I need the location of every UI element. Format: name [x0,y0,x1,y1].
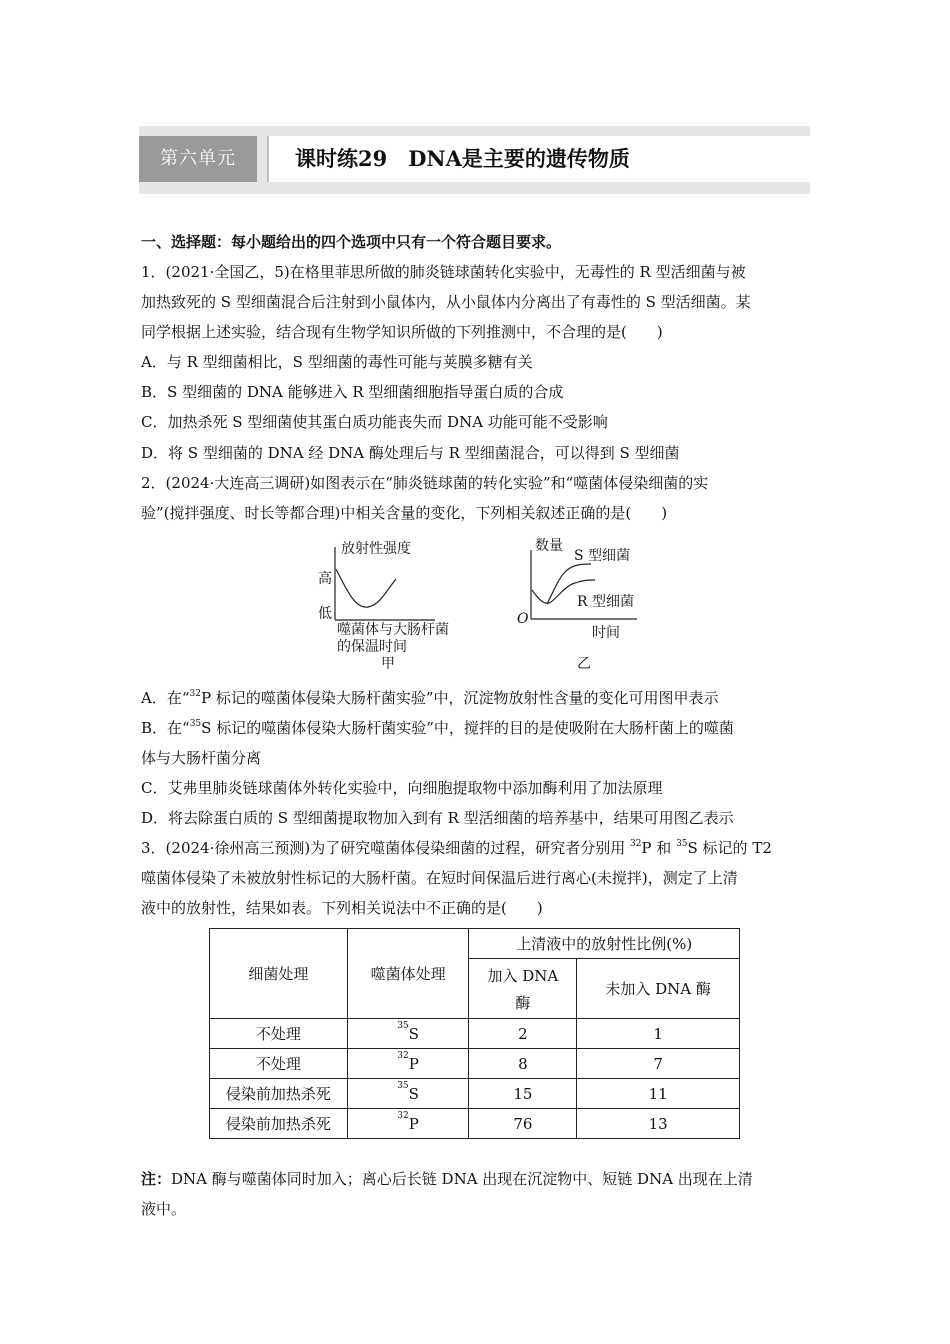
yi-caption: 乙 [577,656,591,672]
q2-option-c: C．艾弗里肺炎链球菌体外转化实验中，向细胞提取物中添加酶利用了加法原理 [141,779,663,797]
q2-stem-line-2: 验”(搅拌强度、时长等都合理)中相关含量的变化，下列相关叙述正确的是( ) [141,504,668,522]
q1-option-c: C．加热杀死 S 型细菌使其蛋白质功能丧失而 DNA 功能可能不受影响 [141,413,608,431]
yi-y-label: 数量 [535,538,563,554]
q2-option-a: A．在“$^{32}$P 标记的噬菌体侵染大肠杆菌实验”中，沉淀物放射性含量的变化可用图甲表示 [141,689,719,707]
header-without-dnase: 未加入 DNA 酶 [577,959,740,1019]
table-note-line-2: 液中。 [141,1200,187,1218]
lesson-banner [139,126,810,194]
q1-option-a: A．与 R 型细菌相比，S 型细菌的毒性可能与荚膜多糖有关 [141,353,533,371]
q2-option-b-cont: 体与大肠杆菌分离 [141,749,262,767]
jia-caption: 甲 [381,656,395,672]
q1-stem-line-1: 1．(2021·全国乙，5)在格里菲思所做的肺炎链球菌转化实验中，无毒性的 R 型活细菌与被 [141,263,746,281]
table-note-line-1: 注：DNA 酶与噬菌体同时加入；离心后长链 DNA 出现在沉淀物中、短链 DNA 出现在上清 [141,1170,753,1188]
table-row: 侵染前加热杀死 $^{32}$P 76 13 [210,1109,740,1139]
results-table [209,928,740,1139]
header-phage-treatment: 噬菌体处理 [347,929,469,1019]
q1-stem-line-2: 加热致死的 S 型细菌混合后注射到小鼠体内，从小鼠体内分离出了有毒性的 S 型活细菌。某 [141,293,751,311]
yi-r-curve-label: R 型细菌 [577,594,634,610]
table-row: 不处理 $^{32}$P 8 7 [210,1049,740,1079]
unit-label: 第六单元 [139,136,257,182]
q1-option-d: D．将 S 型细菌的 DNA 经 DNA 酶处理后与 R 型细菌混合，可以得到 S 型细菌 [141,444,680,462]
header-with-dnase: 加入 DNA 酶 [469,959,577,1019]
q2-option-d: D．将去除蛋白质的 S 型细菌提取物加入到有 R 型活细菌的培养基中，结果可用图乙表示 [141,809,734,827]
section-heading: 一、选择题：每小题给出的四个选项中只有一个符合题目要求。 [141,233,562,251]
table-row: 侵染前加热杀死 $^{35}$S 15 11 [210,1079,740,1109]
yi-s-curve-label: S 型细菌 [574,548,631,564]
q2-stem-line-1: 2．(2024·大连高三调研)如图表示在“肺炎链球菌的转化实验”和“噬菌体侵染细菌的实 [141,474,709,492]
q2-option-b: B．在“$^{35}$S 标记的噬菌体侵染大肠杆菌实验”中，搅拌的目的是使吸附在大肠杆菌上的噬菌 [141,719,734,737]
yi-x-label: 时间 [592,625,620,641]
title-box [267,136,810,182]
q3-stem-line-1: 3．(2024·徐州高三预测)为了研究噬菌体侵染细菌的过程，研究者分别用 $^{32}$P 和 $^{35}$S 标记的 T2 [141,839,772,857]
jia-low-label: 低 [318,606,332,622]
q1-option-b: B．S 型细菌的 DNA 能够进入 R 型细菌细胞指导蛋白质的合成 [141,383,564,401]
page-title: 课时练29 DNA是主要的遗传物质 [295,146,630,171]
q1-stem-line-3: 同学根据上述实验，结合现有生物学知识所做的下列推测中，不合理的是( ) [141,323,663,341]
q3-stem-line-3: 液中的放射性，结果如表。下列相关说法中不正确的是( ) [141,899,543,917]
table-row: 不处理 $^{35}$S 2 1 [210,1019,740,1049]
jia-curve [336,569,396,607]
jia-high-label: 高 [318,571,332,587]
q3-stem-line-2: 噬菌体侵染了未被放射性标记的大肠杆菌。在短时间保温后进行离心(未搅拌)，测定了上清 [141,869,738,887]
jia-y-label: 放射性强度 [341,541,411,557]
header-radioactivity-group: 上清液中的放射性比例(%) [469,929,740,959]
table-header-row [210,929,740,959]
yi-origin-label: O [517,611,529,627]
header-bacteria-treatment: 细菌处理 [210,929,348,1019]
jia-x-label-2: 的保温时间 [337,639,407,655]
jia-x-label-1: 噬菌体与大肠杆菌 [337,622,449,638]
